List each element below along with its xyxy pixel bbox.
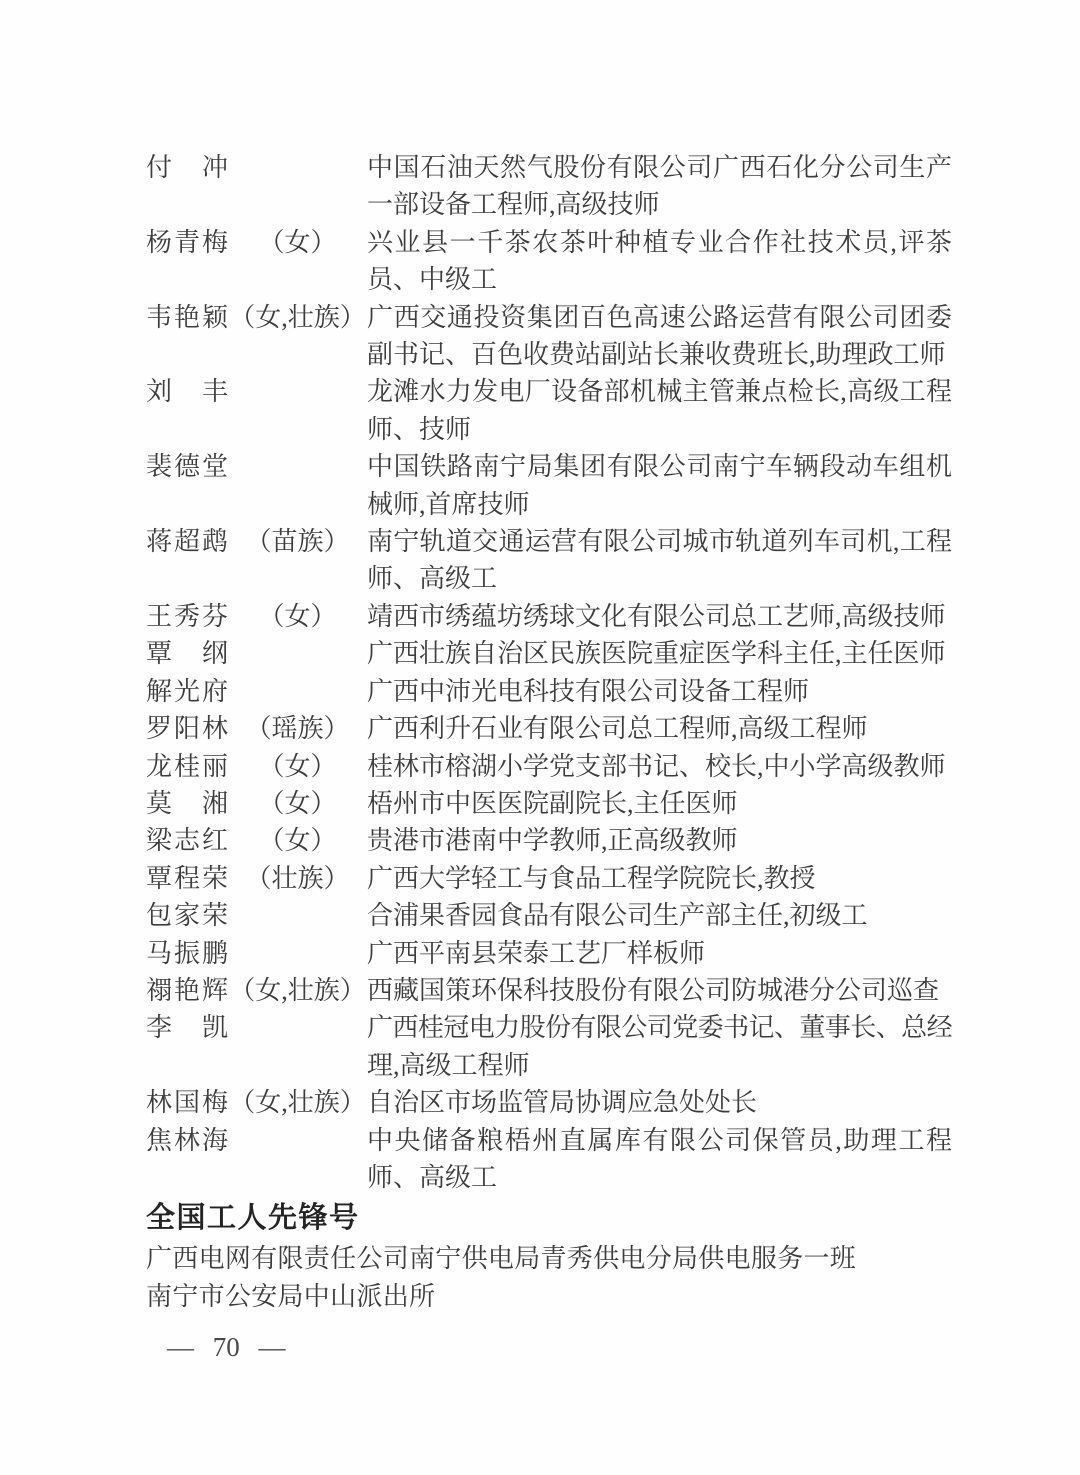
awardee-entry [146,224,952,299]
awardee-name: 马振鹏 [146,938,228,968]
awardee-entry [146,635,952,672]
description-line: 员、中级工 [367,265,498,295]
awardee-name: 莫 湘 [146,788,228,818]
description-line: 西藏国策环保科技股份有限公司防城港分公司巡查 [367,975,940,1005]
awardee-entry [146,523,952,598]
awardee-name: 韦艳颖 [146,302,228,332]
awardee-annotation: （女） [258,227,337,257]
awardee-description [367,1009,952,1084]
awardee-description [367,822,952,859]
awardee-description [367,860,952,897]
awardee-annotation: （女） [258,788,337,818]
organization-list [146,1240,952,1315]
description-line: 师、高级工 [367,564,498,594]
description-line: 副书记、百色收费站副站长兼收费班长,助理政工师 [367,340,946,370]
awardee-name: 李 凯 [146,1013,228,1043]
description-line: 广西大学轻工与食品工程学院院长,教授 [367,863,816,893]
awardee-entry [146,299,952,374]
organization-item: 广西电网有限责任公司南宁供电局青秀供电分局供电服务一班 [146,1244,857,1274]
awardee-annotation [228,1122,367,1197]
description-line: 一部设备工程师,高级技师 [367,190,660,220]
awardee-name: 解光府 [146,676,228,706]
awardee-entry [146,785,952,822]
awardee-name: 林国梅 [146,1088,228,1118]
awardee-description [367,448,952,523]
awardee-annotation: （女） [258,601,337,631]
awardee-description [367,1122,952,1197]
description-line: 械师,首席技师 [367,489,530,519]
awardee-entry [146,822,952,859]
description-line: 广西交通投资集团百色高速公路运营有限公司团委 [367,302,952,332]
awardee-entry [146,1122,952,1197]
awardee-name: 覃 纲 [146,639,228,669]
awardee-annotation [228,373,367,448]
awardee-annotation: （女,壮族） [229,1088,366,1118]
awardee-entry [146,710,952,747]
awardee-name: 包家荣 [146,901,228,931]
awardee-description [367,373,952,448]
awardee-annotation [228,673,367,710]
awardee-name: 刘 丰 [146,377,228,407]
awardee-name: 罗阳林 [146,714,228,744]
awardee-name: 王秀芬 [146,601,228,631]
awardee-annotation: （壮族） [245,863,350,893]
awardee-name: 杨青梅 [146,227,228,257]
description-line: 广西桂冠电力股份有限公司党委书记、董事长、总经 [367,1013,952,1043]
description-line: 中央储备粮梧州直属库有限公司保管员,助理工程 [367,1125,952,1155]
awardee-annotation: （女） [258,826,337,856]
awardee-description [367,972,952,1009]
description-line: 自治区市场监管局协调应急处处长 [367,1088,758,1118]
page-content [146,149,952,1362]
organization-item: 南宁市公安局中山派出所 [146,1281,436,1311]
awardee-name: 梁志红 [146,826,228,856]
awardee-description [367,149,952,224]
awardee-entry [146,1009,952,1084]
awardee-annotation [228,149,367,224]
awardee-description [367,785,952,822]
awardee-entry [146,373,952,448]
awardee-annotation [228,1009,367,1084]
description-line: 广西中沛光电科技有限公司设备工程师 [367,676,810,706]
description-line: 龙滩水力发电厂设备部机械主管兼点检长,高级工程 [367,377,952,407]
awardee-entry [146,598,952,635]
awardee-annotation [228,935,367,972]
description-line: 广西利升石业有限公司总工程师,高级工程师 [367,714,868,744]
awardee-annotation [228,635,367,672]
description-line: 师、高级工 [367,1162,498,1192]
awardee-description [367,897,952,934]
awardee-entry [146,897,952,934]
awardee-list [146,149,952,1196]
awardee-annotation: （女,壮族） [229,975,366,1005]
awardee-description [367,523,952,598]
awardee-name: 裴德堂 [146,452,228,482]
awardee-entry [146,149,952,224]
awardee-annotation: （女） [258,751,337,781]
description-line: 理,高级工程师 [367,1050,530,1080]
awardee-description [367,935,952,972]
description-line: 靖西市绣蕴坊绣球文化有限公司总工艺师,高级技师 [367,601,946,631]
awardee-name: 蒋超鹉 [146,527,228,557]
awardee-description [367,673,952,710]
awardee-name: 禤艳辉 [146,975,228,1005]
awardee-name: 覃程荣 [146,863,228,893]
awardee-entry [146,935,952,972]
awardee-entry [146,448,952,523]
awardee-description [367,1084,952,1121]
awardee-entry [146,748,952,785]
awardee-description [367,635,952,672]
awardee-name: 付 冲 [146,153,228,182]
awardee-entry [146,972,952,1009]
awardee-annotation [228,897,367,934]
description-line: 师、技师 [367,414,472,444]
awardee-description [367,299,952,374]
description-line: 合浦果香园食品有限公司生产部主任,初级工 [367,901,868,931]
awardee-annotation: （苗族） [245,527,350,557]
awardee-description [367,224,952,299]
awardee-annotation: （女,壮族） [229,302,366,332]
awardee-description [367,748,952,785]
awardee-annotation: （瑶族） [245,714,350,744]
awardee-name: 龙桂丽 [146,751,228,781]
description-line: 中国石油天然气股份有限公司广西石化分公司生产 [367,153,952,182]
description-line: 南宁轨道交通运营有限公司城市轨道列车司机,工程 [367,527,952,557]
awardee-annotation [228,448,367,523]
page-number: — 70 — [167,1332,286,1363]
awardee-name: 焦林海 [146,1125,228,1155]
description-line: 桂林市榕湖小学党支部书记、校长,中小学高级教师 [367,751,946,781]
description-line: 中国铁路南宁局集团有限公司南宁车辆段动车组机 [367,452,952,482]
description-line: 兴业县一千茶农茶叶种植专业合作社技术员,评茶 [367,227,952,257]
description-line: 广西壮族自治区民族医院重症医学科主任,主任医师 [367,639,946,669]
awardee-entry [146,673,952,710]
description-line: 广西平南县荣泰工艺厂样板师 [367,938,706,968]
awardee-description [367,598,952,635]
section-heading: 全国工人先锋号 [146,1202,360,1235]
awardee-description [367,710,952,747]
description-line: 梧州市中医医院副院长,主任医师 [367,788,738,818]
awardee-entry [146,1084,952,1121]
awardee-entry [146,860,952,897]
description-line: 贵港市港南中学教师,正高级教师 [367,826,738,856]
